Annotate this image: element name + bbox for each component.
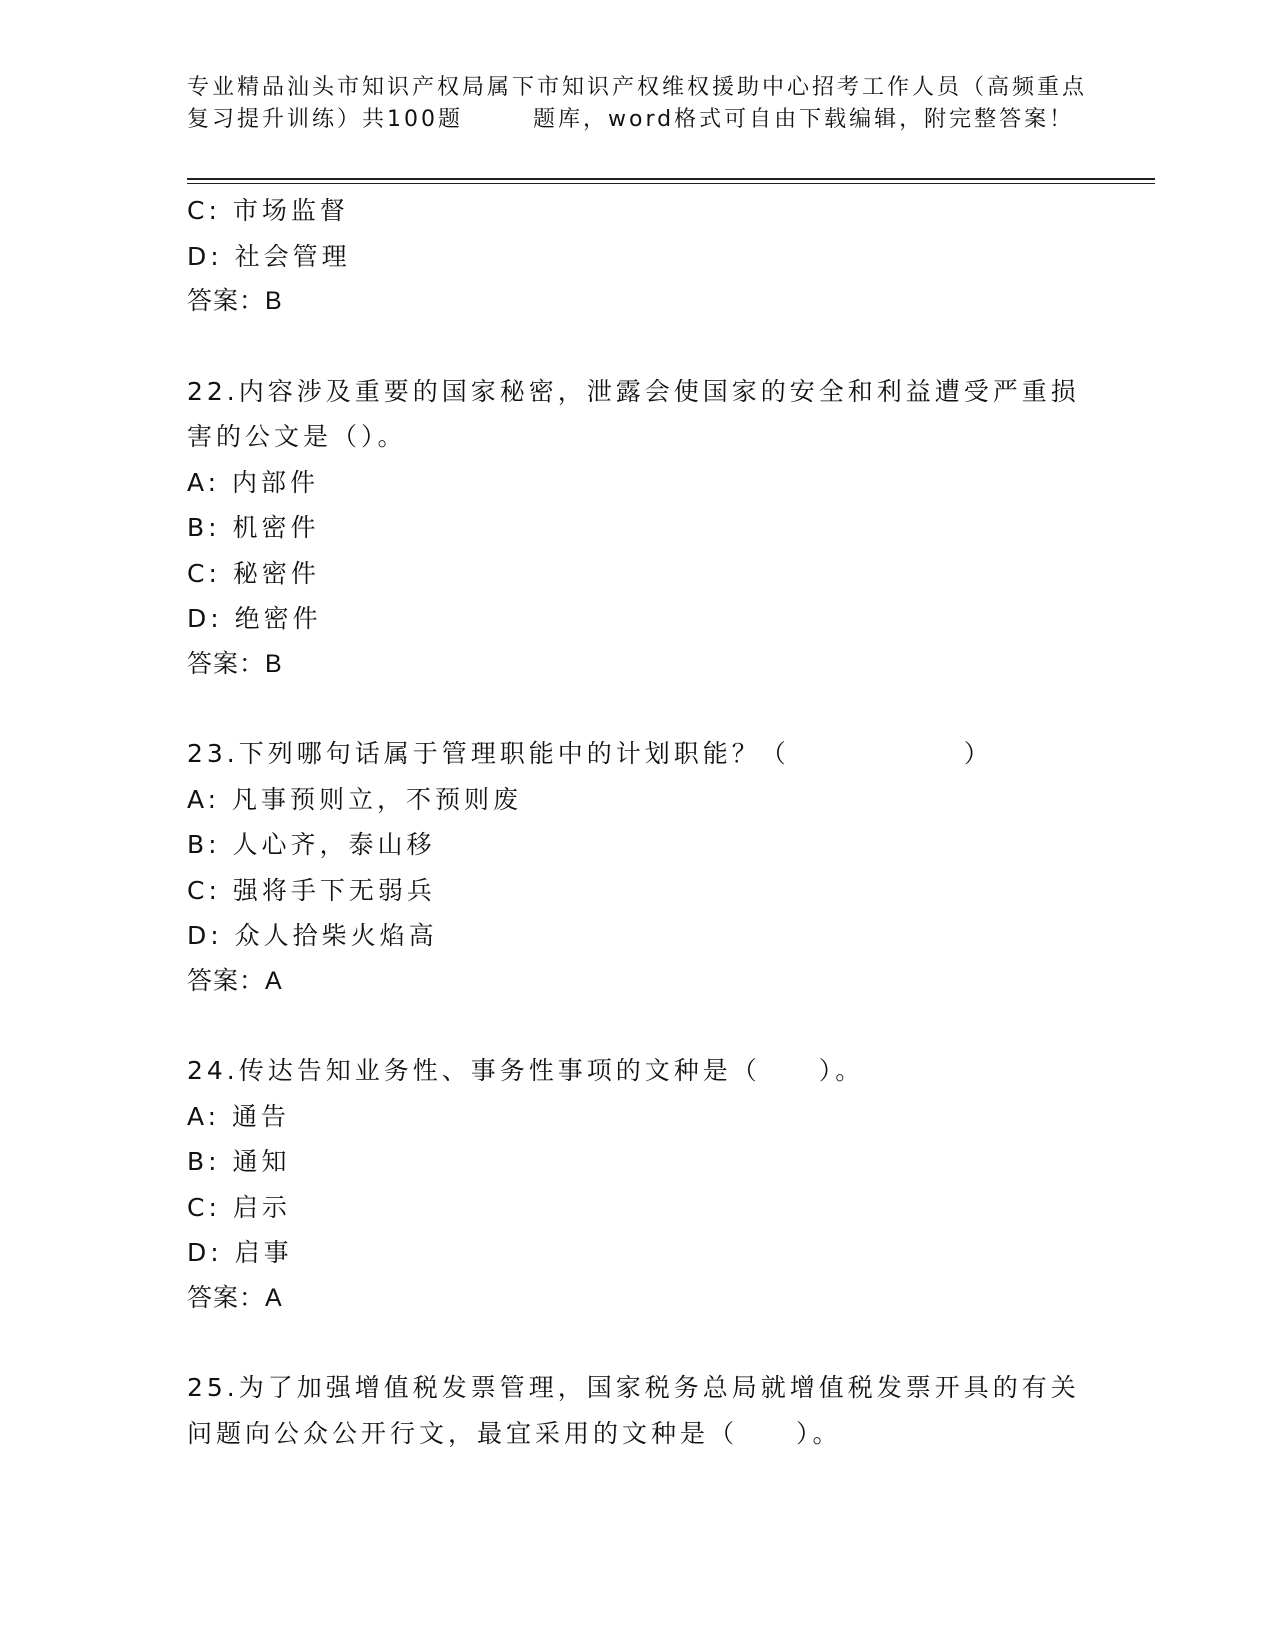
- header-title-line-2: [187, 104, 1087, 136]
- spacer: [187, 687, 1107, 731]
- option-c: C: 秘密件: [187, 558, 320, 588]
- option-a: A: 通告: [187, 1101, 291, 1131]
- page-header: [187, 72, 1087, 136]
- option-a: A: 内部件: [187, 467, 320, 497]
- question-22: [187, 369, 1107, 688]
- header-divider-thick: [187, 178, 1155, 180]
- option-b: B: 机密件: [187, 513, 320, 542]
- option-c: C: 启示: [187, 1192, 291, 1222]
- question-text: 23.下列哪句话属于管理职能中的计划职能？（ ）: [187, 739, 993, 768]
- spacer: [187, 1004, 1107, 1048]
- answer: 答案：B: [187, 649, 283, 678]
- option-b: B: 人心齐，泰山移: [187, 830, 436, 859]
- option-d: D: 众人拾柴火焰高: [187, 921, 438, 950]
- question-text-cont: 害的公文是（）。: [187, 422, 407, 451]
- spacer: [187, 325, 1107, 369]
- option-c: C: 市场监督: [187, 196, 349, 225]
- option-b: B: 通知: [187, 1147, 291, 1176]
- spacer: [187, 1321, 1107, 1365]
- answer: 答案：B: [187, 287, 283, 315]
- question-21-tail: [187, 188, 1107, 325]
- question-text-cont: 问题向公众公开行文，最宜采用的文种是（ ）。: [187, 1418, 842, 1448]
- question-24: [187, 1048, 1107, 1321]
- header-title-line-1: 专业精品汕头市知识产权局属下市知识产权维权援助中心招考工作人员（高频重点: [187, 75, 1088, 100]
- question-list: [187, 188, 1107, 1456]
- option-a: A: 凡事预则立，不预则废: [187, 784, 523, 814]
- option-d: D: 社会管理: [187, 241, 351, 271]
- question-25: [187, 1365, 1107, 1456]
- question-text: 22.内容涉及重要的国家秘密，泄露会使国家的安全和利益遭受严重损: [187, 376, 1080, 406]
- answer: 答案：A: [187, 1283, 283, 1312]
- question-23: [187, 731, 1107, 1004]
- question-text: 25.为了加强增值税发票管理，国家税务总局就增值税发票开具的有关: [187, 1373, 1080, 1402]
- header-title-part-2: 题库，word格式可自由下载编辑，附完整答案！: [533, 107, 1075, 132]
- header-title-part-1: 复习提升训练）共100题: [187, 107, 463, 132]
- question-text: 24.传达告知业务性、事务性事项的文种是（ ）。: [187, 1056, 865, 1085]
- option-d: D: 绝密件: [187, 604, 322, 633]
- answer: 答案：A: [187, 966, 283, 995]
- option-d: D: 启事: [187, 1238, 293, 1267]
- option-c: C: 强将手下无弱兵: [187, 875, 436, 905]
- header-divider-thin: [187, 183, 1155, 184]
